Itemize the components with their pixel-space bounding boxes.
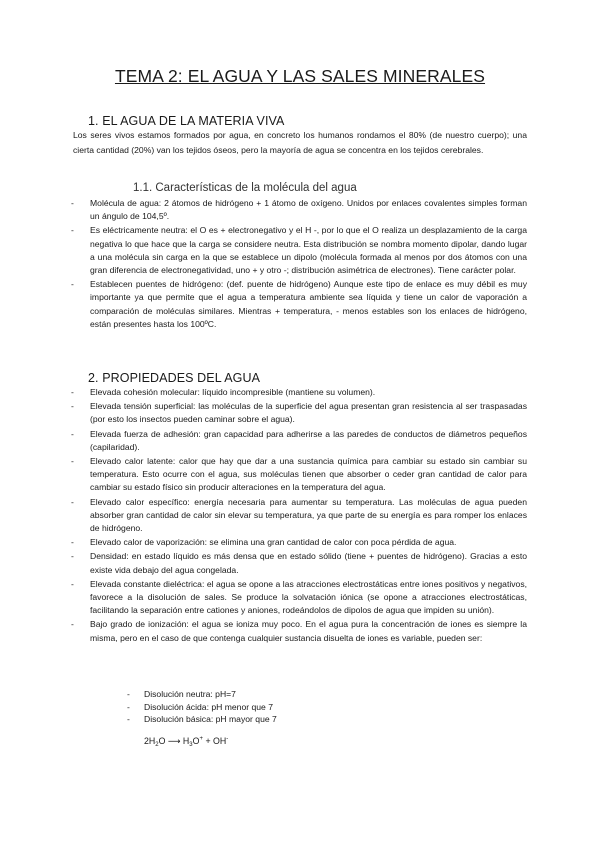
water-properties-list: [90, 386, 527, 646]
list-item: - Elevado calor latente: calor que hay que dar a una sustancia química para cambiar su estado sin cambiar su temperatura. Esto ocurre con el agua, sus moléculas tienen que absorber o ceder gran cantidad de calor para cambiar su estado físico sin producir alteraciones en la temperatura del agua.: [90, 455, 527, 495]
list-item: - Molécula de agua: 2 átomos de hidrógeno + 1 átomo de oxígeno. Unidos por enlaces covalentes simples forman un ángulo de 104,5º.: [90, 197, 527, 223]
list-item: - Disolución básica: pH mayor que 7: [144, 713, 404, 726]
list-item: - Elevada tensión superficial: las moléculas de la superficie del agua presentan gran resistencia al ser traspasadas (por esto los insectos pueden caminar sobre el agua).: [90, 400, 527, 426]
list-item: - Elevada fuerza de adhesión: gran capacidad para adherirse a las paredes de conductos de diámetros pequeños (capilaridad).: [90, 428, 527, 454]
section-1-intro: Los seres vivos estamos formados por agua, en concreto los humanos rondamos el 80% (de nuestro cuerpo); una cierta cantidad (20%) van los tejidos óseos, pero la mayoría de agua se concentra en los tejidos cerebrales.: [73, 130, 527, 155]
section-1-heading: 1. EL AGUA DE LA MATERIA VIVA: [88, 114, 285, 128]
list-item: - Disolución neutra: pH=7: [144, 688, 404, 701]
list-item: - Elevado calor de vaporización: se elimina una gran cantidad de calor con poca pérdida de agua.: [90, 536, 527, 549]
ph-solutions-list: [144, 688, 404, 726]
list-item: - Bajo grado de ionización: el agua se ioniza muy poco. En el agua pura la concentración de iones es siempre la misma, pero en el caso de que contenga cualquier sustancia disuelta de iones es variable, pueden ser:: [90, 618, 527, 644]
section-2-heading: 2. PROPIEDADES DEL AGUA: [88, 371, 261, 385]
section-1-1-heading: 1.1. Características de la molécula del agua: [133, 182, 357, 194]
list-item: - Es eléctricamente neutra: el O es + electronegativo y el H -, por lo que el O realiza un desplazamiento de la carga negativa lo que hace que la carga se considere neutra. Esta distribución se nombra momento dipolar, dando lugar a una molécula sin carga en la que se establece un dipolo (molécula formada al menos por dos átomos con una gran diferencia de electronegatividad, uno + y otro -; distribución asimétrica de electrones). Tiene carácter polar.: [90, 224, 527, 277]
list-item: - Elevado calor específico: energía necesaria para aumentar su temperatura. Las moléculas de agua pueden absorber gran cantidad de calor sin elevar su temperatura, ya que parte de su energía es para romper los enlaces de hidrógeno.: [90, 496, 527, 536]
page-title: TEMA 2: EL AGUA Y LAS SALES MINERALES: [114, 66, 486, 86]
ionization-equation: $2H_2O$ ⟶ $H_3O^+ + OH^-$: [144, 736, 229, 748]
list-item: - Establecen puentes de hidrógeno: (def. puente de hidrógeno) Aunque este tipo de enlace es muy débil es muy importante ya que permite que el agua a temperatura ambiente sea líquida y tiene un calor de vaporación a comparación de moléculas similares. Mientras + temperatura, - menos estables son los enlaces de hidrógeno, están presentes hasta los 100ºC.: [90, 278, 527, 331]
list-item: - Disolución ácida: pH menor que 7: [144, 701, 404, 714]
list-item: - Densidad: en estado líquido es más densa que en estado sólido (tiene + puentes de hidrógeno). Gracias a esto existe vida debajo del agua congelada.: [90, 550, 527, 576]
molecule-characteristics-list: [90, 197, 527, 332]
list-item: - Elevada constante dieléctrica: el agua se opone a las atracciones electrostáticas entre iones positivos y negativos, favorece a la disolución de sales. Se produce la solvatación iónica (se opone a atracciones electrostáticas, facilitando la separación entre cationes y aniones, rodeándolos de dipolos de agua que impiden su unión).: [90, 578, 527, 618]
list-item: - Elevada cohesión molecular: líquido incompresible (mantiene su volumen).: [90, 386, 527, 399]
